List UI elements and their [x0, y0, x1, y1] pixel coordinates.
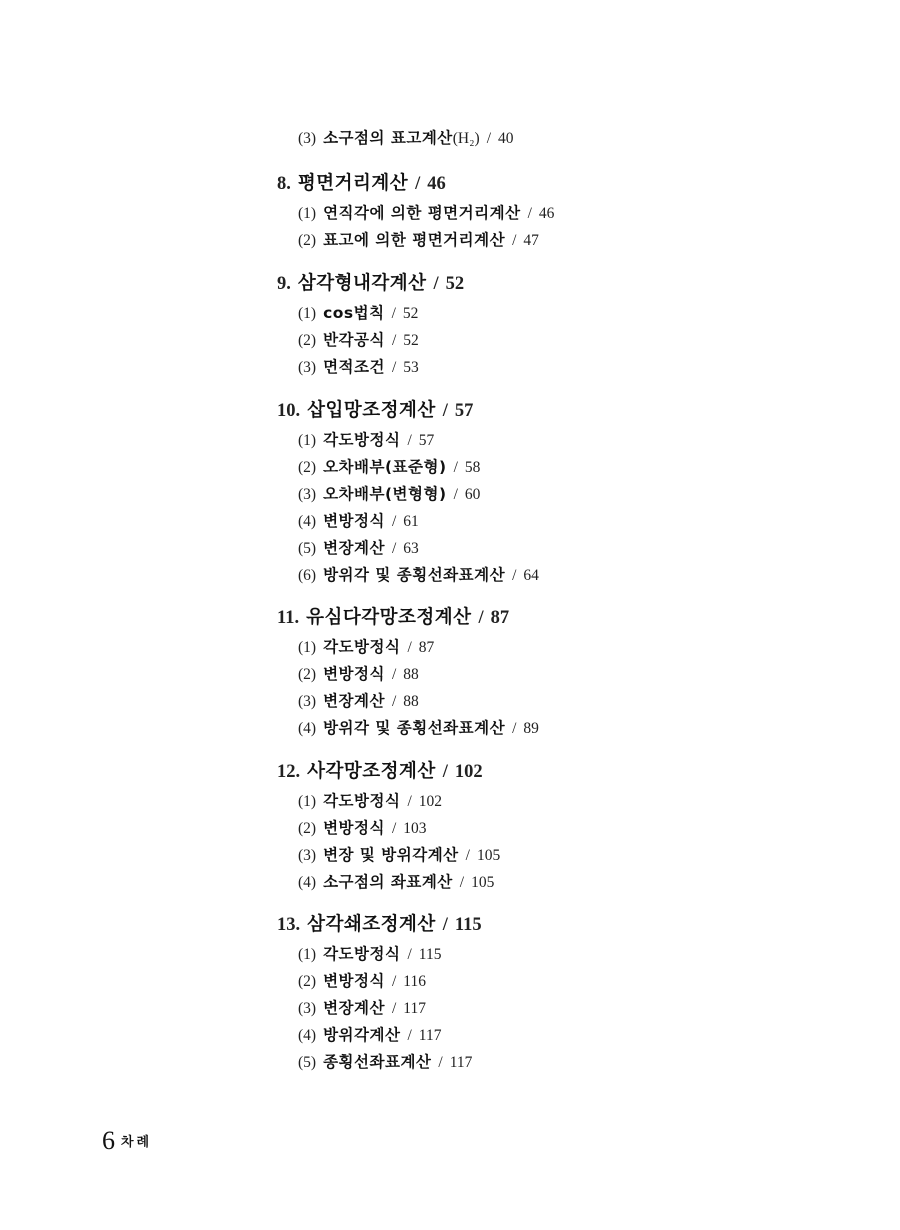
entry-number: (3): [298, 130, 317, 147]
entry-number: (3): [298, 1000, 317, 1017]
entry-page-number: 103: [403, 820, 427, 837]
page-separator: /: [478, 608, 484, 628]
page-separator: /: [407, 1027, 412, 1044]
entry-title: 반각공식: [323, 331, 385, 349]
entry-title: 방위각 및 종횡선좌표계산: [323, 719, 506, 737]
folio-page-number: 6: [102, 1126, 115, 1155]
section-title: 삼각형내각계산: [297, 273, 427, 294]
entry-number: (3): [298, 693, 317, 710]
entry-title: 오차배부(표준형): [323, 458, 447, 476]
entry-page-number: 89: [523, 720, 539, 737]
section-title: 유심다각망조정계산: [306, 607, 472, 628]
entry-number: (4): [298, 720, 317, 737]
entry-page-number: 58: [464, 459, 481, 476]
entry-number: (1): [298, 639, 317, 656]
section-title: 삽입망조정계산: [307, 400, 436, 421]
page-separator: /: [391, 693, 397, 710]
entry-number: (4): [298, 1027, 317, 1044]
toc-subentry: [298, 818, 427, 839]
toc-subentry: [298, 872, 494, 893]
toc-section-11: [277, 606, 509, 630]
entry-page-number: 47: [523, 232, 539, 249]
page-separator: /: [407, 432, 412, 449]
entry-title: 소구점의 좌표계산: [323, 873, 453, 891]
page-separator: /: [512, 720, 517, 737]
entry-title: cos법칙: [323, 304, 385, 322]
entry-page-number: 46: [538, 205, 555, 222]
entry-page-number: 53: [403, 359, 419, 376]
entry-title: 면적조건: [323, 358, 385, 376]
page-separator: /: [391, 820, 397, 837]
entry-title: 변방정식: [323, 819, 385, 837]
page-separator: /: [527, 205, 532, 222]
entry-page-number: 87: [418, 639, 435, 656]
entry-title: 각도방정식: [323, 431, 401, 449]
toc-subentry: [298, 128, 514, 149]
entry-number: (1): [298, 432, 317, 449]
entry-title: 변방정식: [323, 665, 385, 683]
entry-number: (2): [298, 332, 317, 349]
page-separator: /: [442, 762, 448, 782]
entry-title: 종횡선좌표계산: [323, 1053, 432, 1071]
page-separator: /: [433, 274, 439, 294]
entry-page-number: 52: [403, 332, 419, 349]
toc-subentry: [298, 430, 434, 451]
entry-number: (4): [298, 513, 317, 530]
page-separator: /: [391, 332, 397, 349]
entry-title: 변방정식: [323, 972, 385, 990]
section-number: 11.: [277, 608, 300, 628]
entry-number: (3): [298, 847, 317, 864]
section-number: 10.: [277, 401, 301, 421]
toc-subentry: [298, 637, 434, 658]
toc-section-10: [277, 399, 473, 423]
toc-subentry: [298, 303, 418, 324]
page-separator: /: [453, 459, 458, 476]
entry-number: (5): [298, 1054, 317, 1071]
entry-title: 변장 및 방위각계산: [323, 846, 459, 864]
page-separator: /: [512, 567, 517, 584]
toc-subentry: [298, 457, 480, 478]
page-separator: /: [486, 130, 491, 147]
entry-title: 변장계산: [323, 539, 385, 557]
entry-page-number: 63: [403, 540, 419, 557]
toc-subentry: [298, 944, 441, 965]
toc-subentry: [298, 1052, 472, 1073]
section-page-number: 46: [427, 174, 446, 194]
toc-subentry: [298, 691, 419, 712]
section-number: 12.: [277, 762, 301, 782]
section-title: 사각망조정계산: [307, 761, 436, 782]
page-separator: /: [391, 359, 397, 376]
entry-title: 변장계산: [323, 692, 385, 710]
section-title: 평면거리계산: [297, 173, 409, 194]
entry-number: (3): [298, 359, 317, 376]
entry-title: 표고에 의한 평면거리계산: [323, 231, 506, 249]
entry-number: (2): [298, 973, 317, 990]
section-page-number: 52: [445, 274, 465, 294]
entry-title: 변장계산: [323, 999, 385, 1017]
entry-page-number: 52: [402, 305, 419, 322]
toc-section-9: [277, 272, 464, 296]
entry-page-number: 117: [418, 1027, 442, 1044]
entry-page-number: 105: [471, 874, 495, 891]
section-page-number: 115: [454, 915, 482, 935]
page-separator: /: [391, 973, 397, 990]
toc-subentry: [298, 791, 442, 812]
page-separator: /: [391, 540, 397, 557]
toc-subentry: [298, 718, 539, 739]
entry-number: (6): [298, 567, 317, 584]
entry-title: 각도방정식: [323, 638, 401, 656]
running-head: 차례: [121, 1135, 153, 1150]
page-separator: /: [442, 915, 448, 935]
page-separator: /: [407, 639, 412, 656]
entry-page-number: 105: [476, 847, 501, 864]
page-separator: /: [391, 513, 397, 530]
page-separator: /: [438, 1054, 443, 1071]
entry-number: (2): [298, 820, 317, 837]
entry-title: 각도방정식: [323, 945, 401, 963]
toc-subentry: [298, 1025, 441, 1046]
entry-page-number: 40: [498, 130, 514, 147]
section-page-number: 87: [490, 608, 510, 628]
page-separator: /: [442, 401, 448, 421]
entry-page-number: 64: [523, 567, 539, 584]
page-separator: /: [459, 874, 465, 891]
entry-number: (1): [298, 946, 317, 963]
entry-number: (2): [298, 459, 317, 476]
toc-section-13: [277, 913, 482, 937]
entry-page-number: 102: [418, 793, 443, 810]
page-separator: /: [391, 666, 397, 683]
toc-subentry: [298, 203, 554, 224]
page-separator: /: [415, 174, 421, 194]
toc-subentry: [298, 230, 539, 251]
toc-subentry: [298, 565, 539, 586]
section-number: 9.: [277, 274, 291, 294]
section-number: 13.: [277, 915, 301, 935]
entry-page-number: 115: [418, 946, 442, 963]
section-title: 삼각쇄조정계산: [307, 914, 436, 935]
toc-subentry: [298, 511, 419, 532]
toc-subentry: [298, 484, 480, 505]
page-footer: [102, 1126, 152, 1156]
toc-subentry: [298, 998, 426, 1019]
toc-subentry: [298, 971, 426, 992]
page-separator: /: [465, 847, 470, 864]
entry-title: 방위각계산: [323, 1026, 401, 1044]
page-separator: /: [391, 305, 396, 322]
entry-number: (1): [298, 793, 317, 810]
entry-page-number: 60: [464, 486, 481, 503]
entry-number: (2): [298, 232, 317, 249]
entry-page-number: 61: [403, 513, 419, 530]
entry-title: 변방정식: [323, 512, 385, 530]
page-separator: /: [391, 1000, 397, 1017]
entry-title: 방위각 및 종횡선좌표계산: [323, 566, 506, 584]
page-separator: /: [407, 793, 412, 810]
toc-subentry: [298, 664, 419, 685]
entry-number: (1): [298, 305, 317, 322]
toc-subentry: [298, 330, 419, 351]
toc-subentry: [298, 357, 419, 378]
toc-section-12: [277, 760, 483, 784]
entry-title: 오차배부(변형형): [323, 485, 447, 503]
entry-page-number: 117: [449, 1054, 473, 1071]
entry-number: (1): [298, 205, 317, 222]
entry-title: 각도방정식: [323, 792, 401, 810]
entry-title: 소구점의 표고계산: [323, 129, 453, 147]
page-separator: /: [453, 486, 458, 503]
entry-page-number: 57: [418, 432, 435, 449]
entry-title-suffix: (H₂): [452, 130, 480, 147]
page-separator: /: [512, 232, 517, 249]
entry-title: 연직각에 의한 평면거리계산: [323, 204, 521, 222]
entry-number: (5): [298, 540, 317, 557]
toc-subentry: [298, 538, 419, 559]
entry-number: (3): [298, 486, 317, 503]
entry-page-number: 88: [403, 693, 419, 710]
toc-section-8: [277, 172, 446, 196]
toc-subentry: [298, 845, 500, 866]
entry-page-number: 116: [403, 973, 426, 990]
section-number: 8.: [277, 174, 291, 194]
section-page-number: 57: [454, 401, 474, 421]
entry-number: (2): [298, 666, 317, 683]
entry-page-number: 117: [403, 1000, 426, 1017]
page-separator: /: [407, 946, 412, 963]
entry-page-number: 88: [403, 666, 419, 683]
section-page-number: 102: [454, 762, 483, 782]
entry-number: (4): [298, 874, 317, 891]
